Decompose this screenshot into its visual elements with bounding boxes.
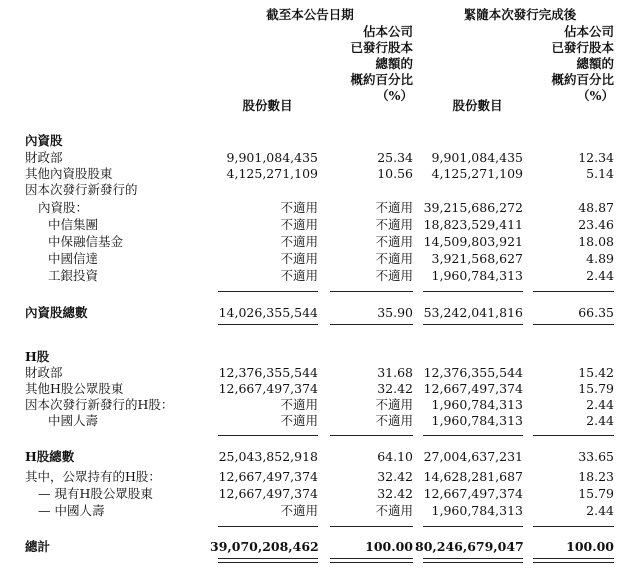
cell-shares-after: 53,242,041,816 (423, 305, 523, 320)
cell-pct-current: 不適用 (375, 234, 413, 249)
cell-pct-after: 33.65 (578, 449, 614, 464)
header-group-after-issue: 緊隨本次發行完成後 (463, 7, 577, 22)
h-total-label: H股總數 (25, 449, 75, 464)
cell-pct-after: 66.35 (578, 305, 614, 320)
cell-shares-current: 不適用 (280, 217, 318, 232)
cell-shares-after: 12,667,497,374 (423, 381, 523, 396)
cell-pct-after: 23.46 (578, 217, 614, 232)
pct-header-line-1: 佔本公司 (362, 24, 413, 39)
cell-shares-after: 4,125,271,109 (431, 166, 523, 181)
subtotal-rule (218, 526, 318, 527)
row-label: 因本次發行新發行的H股： (25, 397, 174, 412)
shares-header: 股份數目 (242, 98, 293, 113)
cell-shares-after: 9,901,084,435 (431, 150, 523, 165)
cell-pct-current: 不適用 (375, 217, 413, 232)
subtotal-rule (330, 324, 413, 325)
row-label: 中國信達 (48, 251, 99, 266)
row-label: 中國人壽 (48, 413, 99, 428)
cell-pct-after: 5.14 (586, 166, 614, 181)
subtotal-rule (533, 291, 614, 292)
cell-shares-current: 39,070,208,462 (210, 539, 319, 554)
cell-shares-current: 不適用 (280, 503, 318, 518)
cell-pct-current: 35.90 (377, 305, 413, 320)
cell-shares-current: 不適用 (280, 200, 318, 215)
grand-total-label: 總計 (25, 539, 51, 554)
grand-total-double-rule (423, 558, 523, 563)
subtotal-rule (218, 435, 318, 436)
header-group-current: 截至本公告日期 (266, 7, 354, 22)
cell-shares-after: 12,667,497,374 (423, 486, 523, 501)
subtotal-rule (218, 291, 318, 292)
cell-shares-after: 3,921,568,627 (431, 251, 523, 266)
shares-header-after: 股份數目 (452, 98, 503, 113)
subtotal-rule (330, 526, 413, 527)
cell-pct-after: 2.44 (586, 503, 614, 518)
cell-pct-current: 32.42 (377, 486, 413, 501)
cell-shares-current: 4,125,271,109 (226, 166, 318, 181)
subtotal-rule (533, 324, 614, 325)
cell-pct-after: 48.87 (578, 200, 614, 215)
cell-shares-current: 不適用 (280, 234, 318, 249)
grand-total-double-rule (330, 558, 413, 563)
pct-header-line-2: 已發行股本 (350, 40, 413, 55)
row-label: 內資股： (38, 200, 89, 215)
cell-pct-after: 4.89 (586, 251, 614, 266)
cell-pct-after: 12.34 (578, 150, 614, 165)
cell-shares-after: 12,376,355,544 (423, 365, 523, 380)
pct-header-line-5: （%） (376, 88, 413, 103)
cell-shares-after: 14,628,281,687 (423, 469, 523, 484)
row-label: 財政部 (25, 150, 63, 165)
cell-shares-after: 14,509,803,921 (423, 234, 523, 249)
cell-shares-current: 25,043,852,918 (218, 449, 318, 464)
grand-total-double-rule (533, 558, 614, 563)
pct-header-line-3: 總額的 (375, 56, 413, 71)
cell-pct-current: 31.68 (377, 365, 413, 380)
cell-pct-after: 18.23 (578, 469, 614, 484)
subtotal-rule (533, 435, 614, 436)
cell-shares-current: 14,026,355,544 (218, 305, 318, 320)
subtotal-rule (423, 324, 523, 325)
cell-shares-current: 12,667,497,374 (218, 381, 318, 396)
cell-pct-current: 不適用 (375, 503, 413, 518)
pct-header-line-4-after: 概約百分比 (551, 72, 614, 87)
row-label: — 現有H股公眾股東 (38, 486, 153, 501)
cell-pct-after: 2.44 (586, 268, 614, 283)
cell-pct-current: 32.42 (377, 469, 413, 484)
subtotal-rule (423, 291, 523, 292)
pct-header-line-3-after: 總額的 (576, 56, 614, 71)
row-label: — 中國人壽 (38, 503, 105, 518)
pct-header-line-1-after: 佔本公司 (563, 24, 614, 39)
subtotal-rule (218, 324, 318, 325)
row-label: 其他H股公眾股東 (25, 381, 124, 396)
cell-pct-after: 15.79 (578, 381, 614, 396)
pct-header-line-2-after: 已發行股本 (551, 40, 614, 55)
cell-shares-current: 12,667,497,374 (218, 469, 318, 484)
subtotal-rule (533, 526, 614, 527)
row-label: 中信集團 (48, 217, 99, 232)
cell-shares-after: 80,246,679,047 (415, 539, 524, 554)
subtotal-rule (330, 291, 413, 292)
row-label: 工銀投資 (48, 268, 99, 283)
cell-pct-after: 100.00 (566, 539, 614, 554)
section-h-shares: H股 (25, 349, 50, 364)
cell-pct-current: 不適用 (375, 268, 413, 283)
domestic-total-label: 內資股總數 (25, 305, 88, 320)
cell-pct-current: 不適用 (375, 251, 413, 266)
cell-shares-current: 不適用 (280, 268, 318, 283)
pct-header-line-5-after: （%） (577, 88, 614, 103)
row-label: 其中，公眾持有的H股： (25, 469, 161, 484)
cell-shares-after: 18,823,529,411 (423, 217, 523, 232)
cell-shares-after: 1,960,784,313 (431, 268, 523, 283)
cell-pct-after: 15.79 (578, 486, 614, 501)
cell-shares-current: 不適用 (280, 413, 318, 428)
cell-shares-after: 1,960,784,313 (431, 503, 523, 518)
cell-pct-after: 2.44 (586, 413, 614, 428)
subtotal-rule (330, 435, 413, 436)
cell-shares-current: 12,667,497,374 (218, 486, 318, 501)
subtotal-rule (423, 526, 523, 527)
cell-pct-after: 2.44 (586, 397, 614, 412)
row-label: 因本次發行新發行的 (25, 182, 138, 197)
cell-shares-current: 9,901,084,435 (226, 150, 318, 165)
cell-shares-current: 不適用 (280, 397, 318, 412)
row-label: 其他內資股股東 (25, 166, 113, 181)
cell-pct-current: 100.00 (365, 539, 413, 554)
row-label: 中保融信基金 (48, 234, 124, 249)
pct-header-line-4: 概約百分比 (350, 72, 413, 87)
section-domestic-shares: 內資股 (25, 133, 63, 148)
cell-pct-after: 15.42 (578, 365, 614, 380)
row-label: 財政部 (25, 365, 63, 380)
cell-shares-after: 39,215,686,272 (423, 200, 523, 215)
cell-pct-current: 64.10 (377, 449, 413, 464)
cell-pct-current: 不適用 (375, 200, 413, 215)
cell-pct-current: 不適用 (375, 397, 413, 412)
cell-shares-after: 27,004,637,231 (423, 449, 523, 464)
cell-pct-current: 25.34 (377, 150, 413, 165)
cell-shares-after: 1,960,784,313 (431, 397, 523, 412)
subtotal-rule (423, 435, 523, 436)
cell-pct-after: 18.08 (578, 234, 614, 249)
cell-pct-current: 不適用 (375, 413, 413, 428)
cell-shares-current: 12,376,355,544 (218, 365, 318, 380)
cell-pct-current: 10.56 (377, 166, 413, 181)
cell-pct-current: 32.42 (377, 381, 413, 396)
cell-shares-current: 不適用 (280, 251, 318, 266)
cell-shares-after: 1,960,784,313 (431, 413, 523, 428)
grand-total-double-rule (218, 558, 318, 563)
